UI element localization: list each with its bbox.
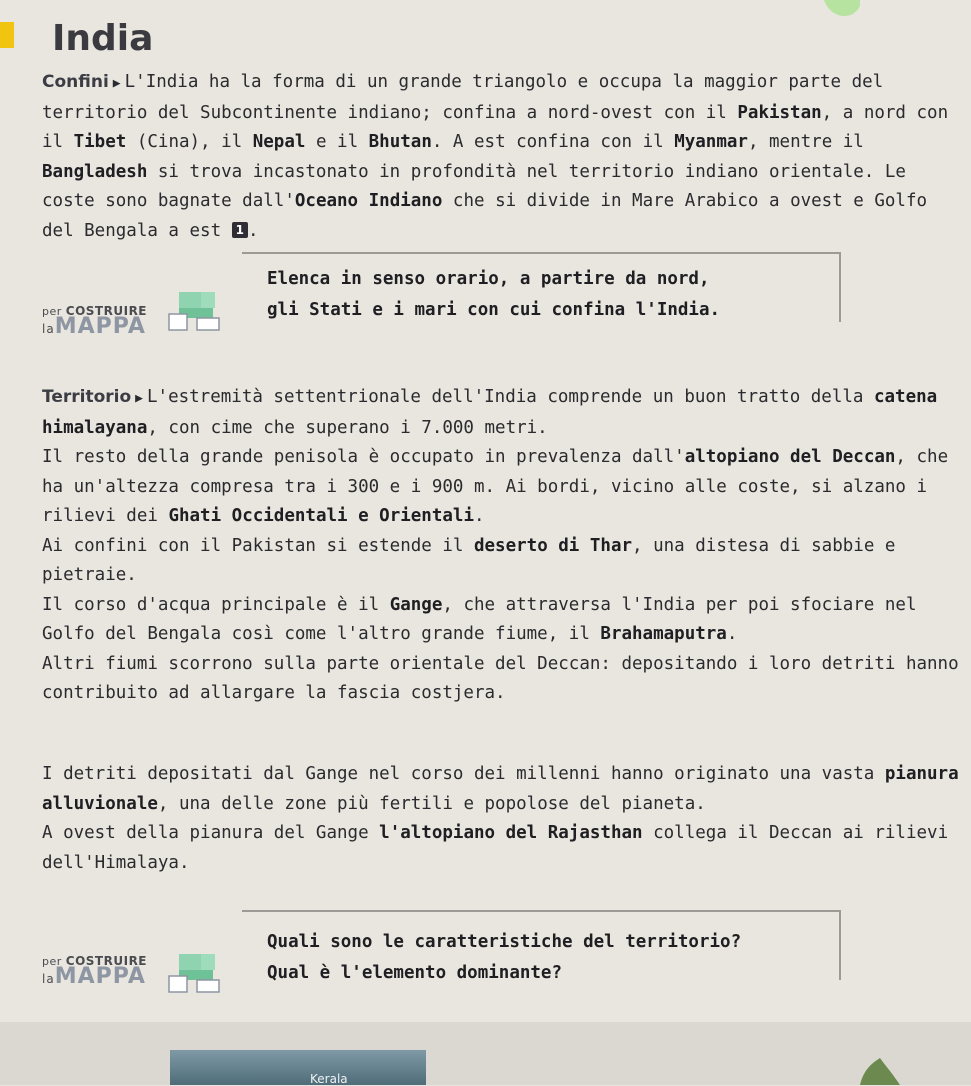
task-box-border-right [839,910,841,980]
territorio-text-7: , una distesa di sabbie e pietraie. [42,535,896,585]
territorio-text-11: Altri fiumi scorrono sulla parte orientale del Deccan: depositando i loro detriti hanno contribuito ad allargare la fascia costjera. [42,653,959,703]
build-map-per: per [42,955,62,968]
confini-text-5: . A est confina con il [431,132,675,152]
plant-icon [850,1058,910,1085]
confini-text-8: che si divide in Mare Arabico a ovest e Golfo del Bengala a est [42,191,928,241]
term-ghati: Ghati Occidentali e Orientali [168,506,474,526]
build-map-per: per [42,305,62,318]
territorio-text-4: , che ha un'altezza compresa tra i 300 e i 900 m. Ai bordi, vicino alle coste, si alzano i rilievi dei [42,447,949,526]
task-1-text [267,264,720,326]
map-task-box-1 [42,252,821,339]
term-pianura-alluvionale: pianura alluvionale [42,764,959,814]
term-altopiano-rajasthan: l'altopiano del Rajasthan [379,823,643,843]
term-pakistan: Pakistan [737,102,822,123]
build-map-mappa: MAPPA [54,314,146,339]
confini-text-2: , a nord con il [42,102,949,152]
pianura-text-3: A ovest della pianura del Gange [42,823,380,843]
confini-heading: Confini [42,72,109,92]
term-altopiano-deccan: altopiano del Deccan [684,447,896,467]
territorio-heading: Territorio [42,387,132,407]
term-myanmar: Myanmar [674,132,748,152]
territorio-text-1: L'estremità settentrionale dell'India comprende un buon tratto della [147,387,874,407]
task-2-line-2: Qual è l'elemento dominante? [267,963,563,983]
term-gange: Gange [389,594,443,615]
territorio-text-2: , con cime che superano i 7.000 metri. [147,417,548,438]
term-tibet: Tibet [73,132,127,152]
confini-text-4: e il [305,132,369,152]
leaf-icon [822,0,862,22]
build-map-mappa: MAPPA [54,964,146,989]
term-bhutan: Bhutan [368,132,432,152]
task-box-border-right [839,252,841,322]
territorio-text-10: . [726,624,738,644]
kerala-photo [170,1050,426,1085]
map-task-box-2 [42,910,821,990]
task-box-border-top [242,252,841,254]
figure-ref-badge: 1 [232,222,248,238]
pianura-text-1: I detriti depositati dal Gange nel corso dei millenni hanno originato una vasta [42,764,885,784]
triangle-arrow-icon: ▶ [112,76,121,91]
puzzle-map-icon [167,946,225,996]
term-oceano-indiano: Oceano Indiano [294,191,443,211]
photo-caption: Kerala [310,1072,348,1086]
triangle-arrow-icon: ▶ [135,391,143,406]
confini-text-1: L'India ha la forma di un grande triangolo e occupa la maggior parte del territorio del Subcontinente indiano; confina a nord-ovest con il [42,72,884,123]
build-map-la: la [42,972,55,986]
territorio-text-5: . [473,506,485,526]
task-box-border-top [242,910,841,912]
territorio-text-6: Ai confini con il Pakistan si estende il [42,535,474,556]
confini-paragraph [42,68,959,246]
territorio-text-3: Il resto della grande penisola è occupato in prevalenza dall' [42,447,685,467]
term-deserto-thar: deserto di Thar [473,535,633,556]
build-map-la: la [42,322,55,336]
term-brahamaputra: Brahamaputra [600,624,727,644]
territorio-paragraph [42,383,959,709]
build-map-costruire: COSTRUIRE [65,304,148,318]
puzzle-map-icon [167,284,225,334]
confini-text-9: . [248,220,259,241]
section-marker [0,22,14,48]
territorio-text-8: Il corso d'acqua principale è il [42,594,390,615]
term-bangladesh: Bangladesh [42,161,148,182]
pianura-paragraph [42,760,959,878]
term-catena-himalayana: catena himalayana [42,387,938,438]
task-2-text [267,927,741,989]
page-title: India [52,18,154,59]
task-1-line-1: Elenca in senso orario, a partire da nord, [267,269,710,289]
task-1-line-2: gli Stati e i mari con cui confina l'India. [267,300,721,320]
territorio-text-9: , che attraversa l'India per poi sfociare nel Golfo del Bengala così come l'altro grande fiume, il [42,594,917,644]
term-nepal: Nepal [252,132,306,152]
confini-text-6: , mentre il [747,132,864,152]
bottom-margin [0,1022,971,1085]
pianura-text-4: collega il Deccan ai rilievi dell'Himalaya. [42,823,949,873]
task-2-line-1: Quali sono le caratteristiche del territorio? [267,932,742,952]
confini-text-7: si trova incastonato in profondità nel territorio indiano orientale. Le coste sono bagnate dall' [42,161,906,211]
confini-text-3: (Cina), il [126,132,253,152]
pianura-text-2: , una delle zone più fertili e popolose del pianeta. [157,793,706,814]
build-map-costruire: COSTRUIRE [65,954,148,968]
